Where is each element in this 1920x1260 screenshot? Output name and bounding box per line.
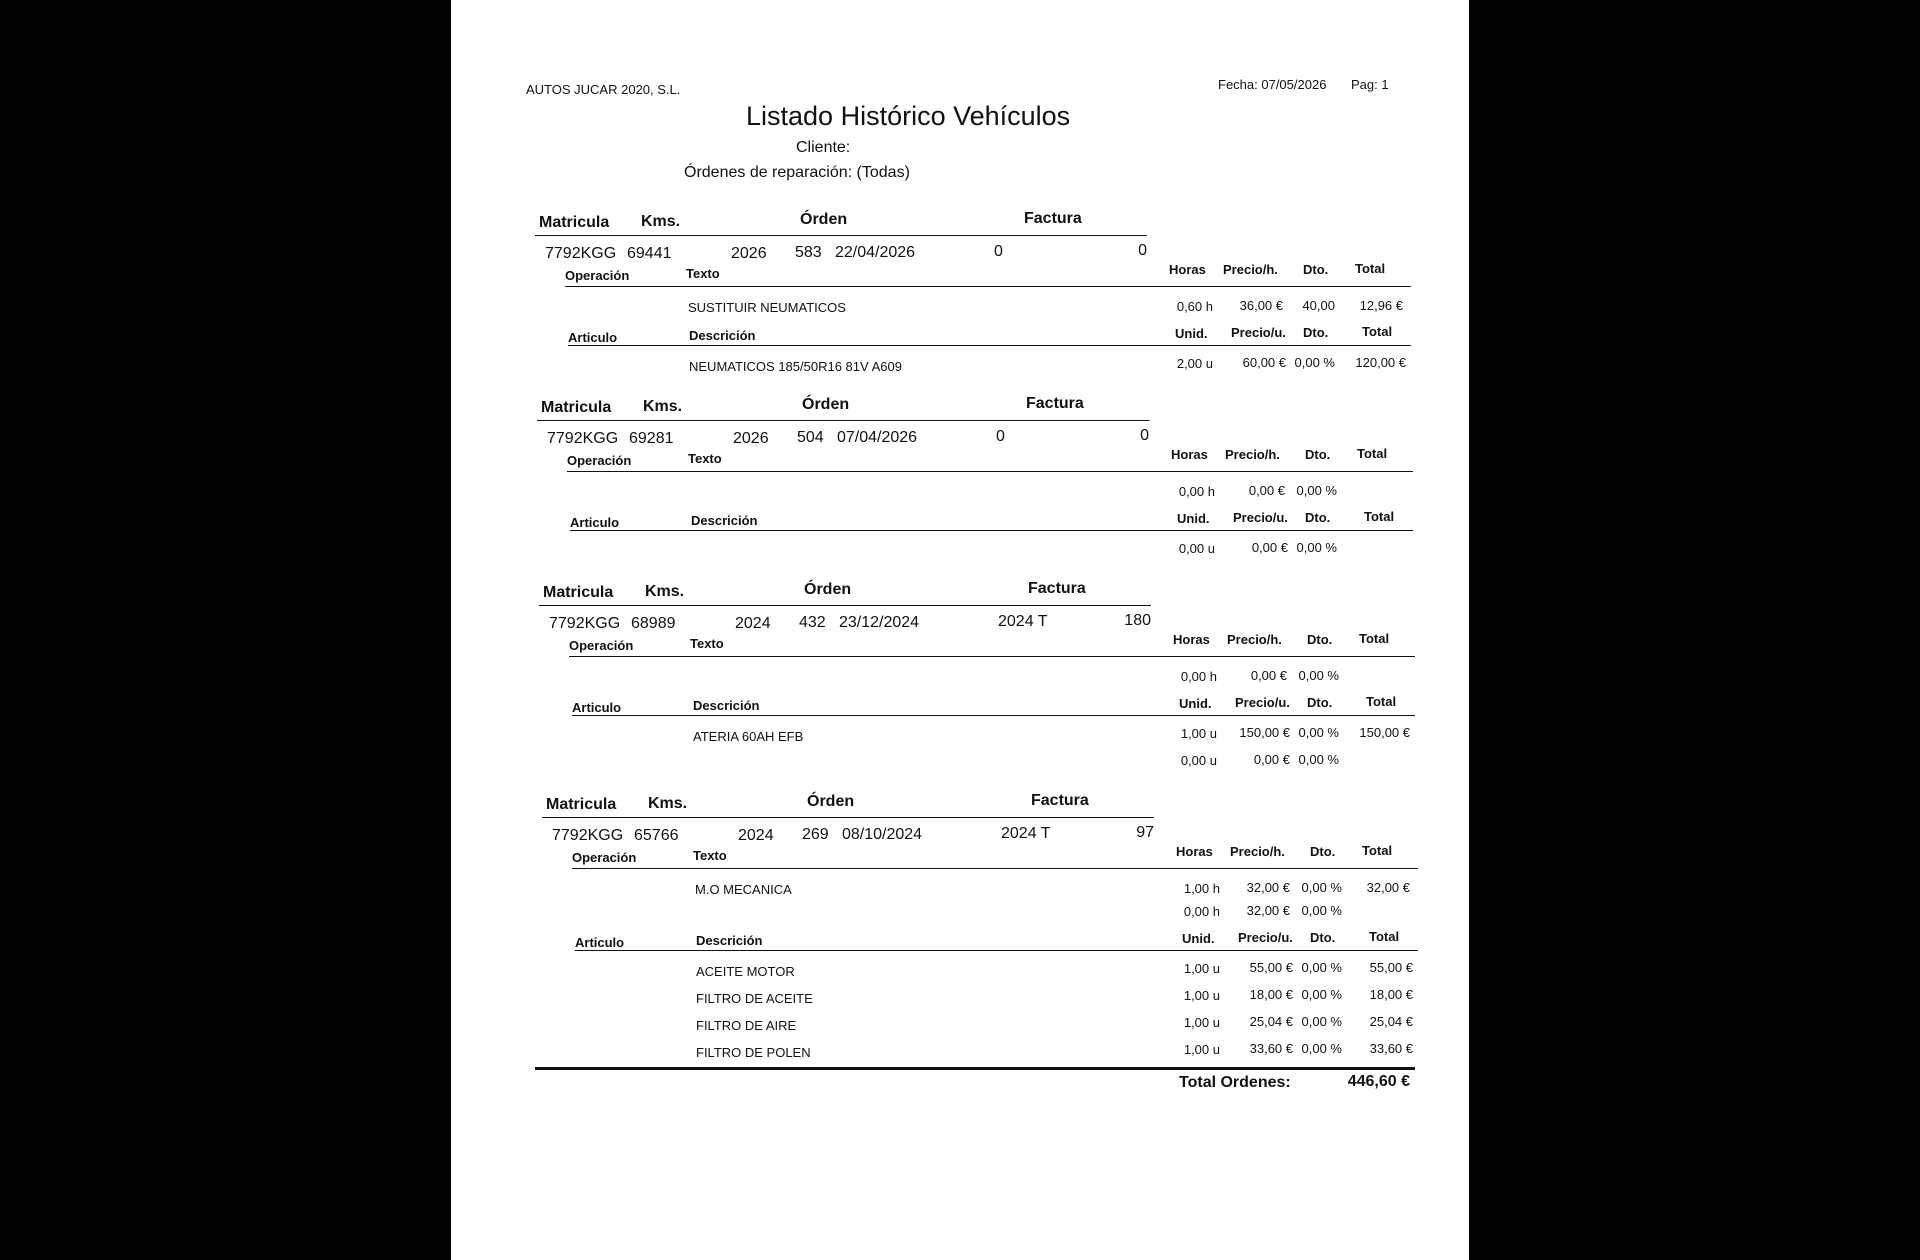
grand-total-value: 446,60 €: [1347, 1073, 1410, 1090]
invoice-series: 0: [994, 243, 1003, 260]
precio-hora-header: Precio/h.: [1230, 844, 1285, 859]
precio-hora-header: Precio/h.: [1227, 632, 1282, 647]
operation-price: 36,00 €: [1239, 298, 1283, 313]
operation-discount: 0,00 %: [1301, 880, 1342, 895]
article-units: 1,00 u: [1183, 1042, 1220, 1057]
kms-header: Kms.: [643, 398, 683, 415]
kms-header: Kms.: [641, 213, 681, 230]
dto-header: Dto.: [1307, 695, 1333, 710]
order-header-rule: [535, 235, 1147, 236]
total-header: Total: [1366, 694, 1397, 709]
descripcion-header: Descrición: [691, 513, 758, 528]
kms-value: 65766: [634, 827, 679, 844]
operation-discount: 0,00 %: [1301, 903, 1342, 918]
invoice-series: 2024 T: [1001, 825, 1051, 842]
operacion-header: Operación: [569, 638, 634, 653]
article-discount: 0,00 %: [1301, 987, 1342, 1002]
articulo-header: Articulo: [570, 515, 620, 530]
operation-hours: 1,00 h: [1183, 881, 1220, 896]
order-number: 432: [799, 614, 826, 631]
horas-header: Horas: [1169, 262, 1206, 277]
order-header-rule: [542, 817, 1154, 818]
total-header: Total: [1355, 261, 1386, 276]
article-units: 1,00 u: [1183, 1015, 1220, 1030]
operations-rule: [565, 286, 1411, 287]
article-units: 1,00 u: [1183, 988, 1220, 1003]
operations-rule: [567, 471, 1413, 472]
articulo-header: Articulo: [568, 330, 618, 345]
horas-header: Horas: [1171, 447, 1208, 462]
order-header-rule: [539, 605, 1151, 606]
report-title: Listado Histórico Vehículos: [746, 101, 1071, 131]
article-price: 33,60 €: [1249, 1041, 1293, 1056]
article-price: 60,00 €: [1242, 355, 1286, 370]
operacion-header: Operación: [572, 850, 637, 865]
precio-unidad-header: Precio/u.: [1233, 510, 1288, 525]
article-price: 150,00 €: [1239, 725, 1290, 740]
unid-header: Unid.: [1182, 931, 1215, 946]
operacion-header: Operación: [565, 268, 630, 283]
article-units: 0,00 u: [1180, 753, 1217, 768]
article-total: 150,00 €: [1359, 725, 1410, 740]
matricula-header: Matricula: [541, 399, 612, 416]
articulo-header: Articulo: [575, 935, 625, 950]
texto-header: Texto: [688, 451, 722, 466]
operation-price: 0,00 €: [1250, 668, 1287, 683]
article-total: 33,60 €: [1369, 1041, 1413, 1056]
order-year: 2026: [733, 430, 769, 447]
unid-header: Unid.: [1175, 326, 1208, 341]
plate-value: 7792KGG: [545, 245, 617, 262]
precio-hora-header: Precio/h.: [1223, 262, 1278, 277]
plate-value: 7792KGG: [549, 615, 621, 632]
order-number: 504: [797, 429, 824, 446]
unid-header: Unid.: [1177, 511, 1210, 526]
article-discount: 0,00 %: [1298, 752, 1339, 767]
dto-header: Dto.: [1303, 262, 1329, 277]
horas-header: Horas: [1176, 844, 1213, 859]
total-header: Total: [1359, 631, 1390, 646]
operation-total: 12,96 €: [1359, 298, 1403, 313]
dto-header: Dto.: [1310, 930, 1336, 945]
article-discount: 0,00 %: [1296, 540, 1337, 555]
article-units: 1,00 u: [1183, 961, 1220, 976]
dto-header: Dto.: [1303, 325, 1329, 340]
company-name: AUTOS JUCAR 2020, S.L.: [526, 82, 681, 97]
grand-total-label: Total Ordenes:: [1179, 1074, 1291, 1091]
total-header: Total: [1364, 509, 1395, 524]
article-discount: 0,00 %: [1301, 1014, 1342, 1029]
factura-header: Factura: [1028, 580, 1086, 597]
factura-header: Factura: [1031, 792, 1089, 809]
invoice-number: 180: [1124, 612, 1151, 629]
article-price: 0,00 €: [1251, 540, 1288, 555]
articles-rule: [572, 715, 1415, 716]
operation-total: 32,00 €: [1366, 880, 1410, 895]
invoice-series: 0: [996, 428, 1005, 445]
matricula-header: Matricula: [546, 796, 617, 813]
operation-discount: 0,00 %: [1298, 668, 1339, 683]
article-units: 1,00 u: [1180, 726, 1217, 741]
matricula-header: Matricula: [543, 584, 614, 601]
plate-value: 7792KGG: [552, 827, 624, 844]
article-price: 55,00 €: [1249, 960, 1293, 975]
operation-hours: 0,60 h: [1176, 299, 1213, 314]
article-price: 0,00 €: [1253, 752, 1290, 767]
article-description: FILTRO DE AIRE: [696, 1018, 797, 1033]
order-date: 23/12/2024: [839, 614, 920, 631]
article-description: NEUMATICOS 185/50R16 81V A609: [689, 359, 902, 374]
horas-header: Horas: [1173, 632, 1210, 647]
dto-header: Dto.: [1307, 632, 1333, 647]
operations-rule: [572, 868, 1418, 869]
descripcion-header: Descrición: [693, 698, 760, 713]
order-date: 22/04/2026: [835, 244, 916, 261]
article-total: 55,00 €: [1369, 960, 1413, 975]
article-description: ACEITE MOTOR: [696, 964, 795, 979]
order-header-rule: [537, 420, 1149, 421]
invoice-series: 2024 T: [998, 613, 1048, 630]
precio-unidad-header: Precio/u.: [1235, 695, 1290, 710]
operation-hours: 0,00 h: [1178, 484, 1215, 499]
dto-header: Dto.: [1310, 844, 1336, 859]
operation-hours: 0,00 h: [1180, 669, 1217, 684]
article-total: 18,00 €: [1369, 987, 1413, 1002]
kms-value: 69281: [629, 430, 674, 447]
invoice-number: 0: [1138, 242, 1147, 259]
descripcion-header: Descrición: [696, 933, 763, 948]
kms-header: Kms.: [645, 583, 685, 600]
orden-header: Órden: [807, 793, 855, 810]
article-description: FILTRO DE POLEN: [696, 1045, 811, 1060]
orders-filter: Órdenes de reparación: (Todas): [684, 164, 910, 181]
operation-price: 32,00 €: [1246, 880, 1290, 895]
precio-hora-header: Precio/h.: [1225, 447, 1280, 462]
total-header: Total: [1369, 929, 1400, 944]
descripcion-header: Descrición: [689, 328, 756, 343]
article-description: ATERIA 60AH EFB: [693, 729, 804, 744]
operation-hours: 0,00 h: [1183, 904, 1220, 919]
texto-header: Texto: [693, 848, 727, 863]
matricula-header: Matricula: [539, 214, 610, 231]
page-number: Pag: 1: [1351, 77, 1389, 92]
document-page: [451, 0, 1469, 1260]
total-header: Total: [1362, 324, 1393, 339]
order-date: 07/04/2026: [837, 429, 918, 446]
operation-price: 32,00 €: [1246, 903, 1290, 918]
precio-unidad-header: Precio/u.: [1238, 930, 1293, 945]
operation-text: SUSTITUIR NEUMATICOS: [688, 300, 846, 315]
order-number: 583: [795, 244, 822, 261]
texto-header: Texto: [686, 266, 720, 281]
kms-value: 69441: [627, 245, 672, 262]
print-date: Fecha: 07/05/2026: [1218, 77, 1327, 92]
kms-value: 68989: [631, 615, 676, 632]
article-total: 25,04 €: [1369, 1014, 1413, 1029]
factura-header: Factura: [1024, 210, 1082, 227]
articles-rule: [575, 950, 1418, 951]
articles-rule: [568, 345, 1411, 346]
articles-rule: [570, 530, 1413, 531]
client-label: Cliente:: [796, 139, 851, 156]
article-discount: 0,00 %: [1298, 725, 1339, 740]
total-header: Total: [1357, 446, 1388, 461]
articulo-header: Articulo: [572, 700, 622, 715]
article-units: 0,00 u: [1178, 541, 1215, 556]
invoice-number: 0: [1140, 427, 1149, 444]
orden-header: Órden: [802, 396, 850, 413]
dto-header: Dto.: [1305, 510, 1331, 525]
invoice-number: 97: [1136, 824, 1154, 841]
orden-header: Órden: [804, 581, 852, 598]
grand-total-rule: [535, 1067, 1415, 1070]
article-discount: 0,00 %: [1301, 960, 1342, 975]
operation-price: 0,00 €: [1248, 483, 1285, 498]
article-total: 120,00 €: [1355, 355, 1406, 370]
precio-unidad-header: Precio/u.: [1231, 325, 1286, 340]
article-price: 25,04 €: [1249, 1014, 1293, 1029]
order-number: 269: [802, 826, 829, 843]
order-year: 2024: [735, 615, 771, 632]
factura-header: Factura: [1026, 395, 1084, 412]
dto-header: Dto.: [1305, 447, 1331, 462]
order-year: 2024: [738, 827, 774, 844]
operacion-header: Operación: [567, 453, 632, 468]
operation-discount: 0,00 %: [1296, 483, 1337, 498]
article-description: FILTRO DE ACEITE: [696, 991, 813, 1006]
order-date: 08/10/2024: [842, 826, 923, 843]
article-discount: 0,00 %: [1301, 1041, 1342, 1056]
operations-rule: [569, 656, 1415, 657]
unid-header: Unid.: [1179, 696, 1212, 711]
orden-header: Órden: [800, 211, 848, 228]
article-discount: 0,00 %: [1294, 355, 1335, 370]
order-year: 2026: [731, 245, 767, 262]
plate-value: 7792KGG: [547, 430, 619, 447]
total-header: Total: [1362, 843, 1393, 858]
kms-header: Kms.: [648, 795, 688, 812]
operation-discount: 40,00: [1302, 298, 1335, 313]
article-units: 2,00 u: [1176, 356, 1213, 371]
article-price: 18,00 €: [1249, 987, 1293, 1002]
texto-header: Texto: [690, 636, 724, 651]
operation-text: M.O MECANICA: [695, 882, 792, 897]
